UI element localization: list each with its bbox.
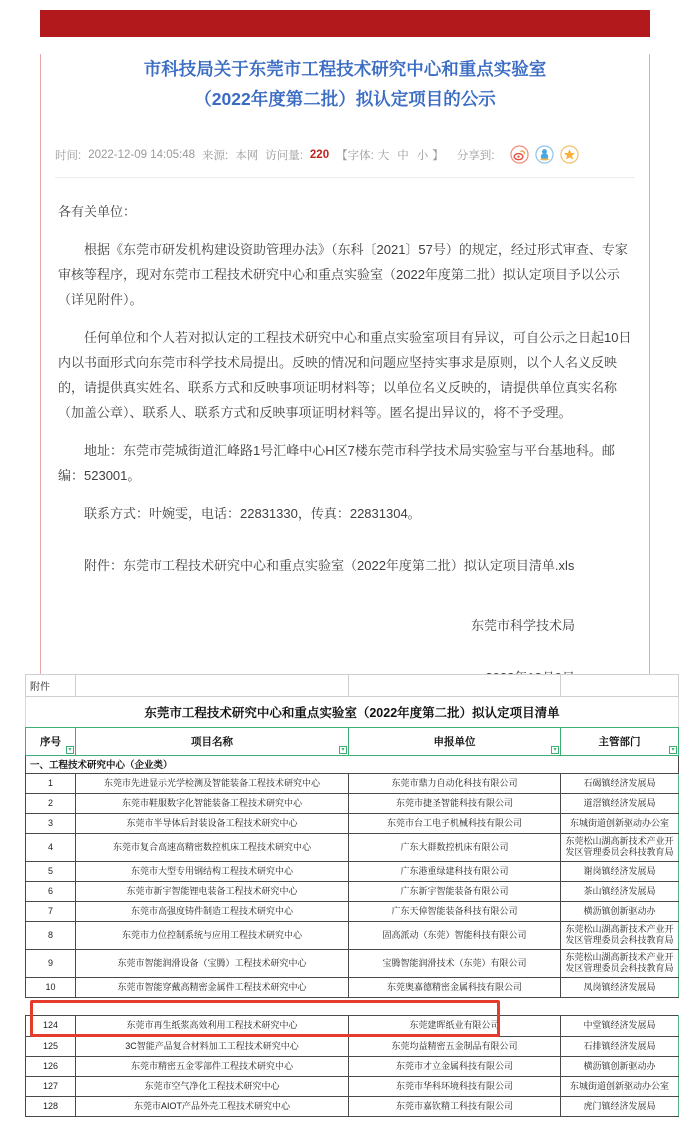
cell-department: 东城街道创新驱动办公室 xyxy=(561,813,679,833)
table-row xyxy=(26,1056,679,1076)
cell-no: 127 xyxy=(26,1076,76,1096)
table-row xyxy=(26,1076,679,1096)
cell-applicant: 东莞均益精密五金制品有限公司 xyxy=(349,1036,561,1056)
header-project-label: 项目名称 xyxy=(191,735,233,748)
sheet-top-grid xyxy=(25,674,679,727)
cell-no: 3 xyxy=(26,813,76,833)
cell-department: 茶山镇经济发展局 xyxy=(561,881,679,901)
cell-project: 东莞市大型专用钢结构工程技术研究中心 xyxy=(76,861,349,881)
header-applicant xyxy=(349,727,561,755)
meta-time-value: 2022-12-09 14:05:48 xyxy=(88,148,195,161)
cell-department: 虎门镇经济发展局 xyxy=(561,1096,679,1116)
attachment-link[interactable]: 附件：东莞市工程技术研究中心和重点实验室（2022年度第二批）拟认定项目清单.xls xyxy=(84,558,575,573)
cell-project: 东莞市空气净化工程技术研究中心 xyxy=(76,1076,349,1096)
table-row-highlighted xyxy=(26,1015,679,1036)
cell-department: 东城街道创新驱动办公室 xyxy=(561,1076,679,1096)
announcement-article xyxy=(40,10,650,688)
visits-count: 220 xyxy=(309,148,330,161)
cell-applicant: 东莞市华科环境科技有限公司 xyxy=(349,1076,561,1096)
font-size-medium-button[interactable]: 中 xyxy=(397,149,409,162)
section-row xyxy=(26,755,679,773)
cell-project: 东莞市先进显示光学检测及智能装备工程技术研究中心 xyxy=(76,773,349,793)
font-size-suffix: 】 xyxy=(432,149,444,162)
sheet-corner-row xyxy=(26,675,679,697)
cell-department: 中堂镇经济发展局 xyxy=(561,1015,679,1036)
cell-no: 5 xyxy=(26,861,76,881)
table-title: 东莞市工程技术研究中心和重点实验室（2022年度第二批）拟认定项目清单 xyxy=(26,697,679,727)
filter-dropdown-icon[interactable]: ▾ xyxy=(66,746,74,754)
page-title-line2: （2022年度第二批）拟认定项目的公示 xyxy=(194,89,496,109)
paragraph-address: 地址：东莞市莞城街道汇峰路1号汇峰中心H区7楼东莞市科学技术局实验室与平台基地科。邮编：523001。 xyxy=(58,443,615,483)
cell-applicant: 东莞建晖纸业有限公司 xyxy=(349,1015,561,1036)
table-row xyxy=(26,1036,679,1056)
section-title: 一、工程技术研究中心（企业类） xyxy=(26,755,679,773)
cell-no: 2 xyxy=(26,793,76,813)
cell-no: 7 xyxy=(26,901,76,921)
cell-applicant: 广东港重绿建科技有限公司 xyxy=(349,861,561,881)
cell-no: 1 xyxy=(26,773,76,793)
article-box xyxy=(40,54,650,688)
cell-no: 8 xyxy=(26,921,76,949)
paragraph-contact: 联系方式：叶婉雯，电话：22831330，传真：22831304。 xyxy=(84,506,421,521)
cell-no: 6 xyxy=(26,881,76,901)
cell-no: 4 xyxy=(26,833,76,861)
cell-applicant: 广东大群数控机床有限公司 xyxy=(349,833,561,861)
header-department-label: 主管部门 xyxy=(598,735,641,748)
table-row xyxy=(26,881,679,901)
cell-project: 东莞市高强度铸件制造工程技术研究中心 xyxy=(76,901,349,921)
cell-no: 10 xyxy=(26,977,76,997)
cell-applicant: 东莞市鼎力自动化科技有限公司 xyxy=(349,773,561,793)
cell-no: 128 xyxy=(26,1096,76,1116)
sheet-corner-label: 附件 xyxy=(26,675,76,697)
cell-project: 东莞市复合高速高精密数控机床工程技术研究中心 xyxy=(76,833,349,861)
page-title-line1: 市科技局关于东莞市工程技术研究中心和重点实验室 xyxy=(143,59,547,79)
table-row xyxy=(26,813,679,833)
table-title-row xyxy=(26,697,679,727)
cell-department: 东莞松山湖高新技术产业开发区管理委员会科技教育局 xyxy=(561,921,679,949)
cell-no: 126 xyxy=(26,1056,76,1076)
header-no-label: 序号 xyxy=(40,735,61,748)
cell-project: 东莞市半导体后封装设备工程技术研究中心 xyxy=(76,813,349,833)
filter-dropdown-icon[interactable]: ▾ xyxy=(669,746,677,754)
cell-applicant: 固高派动（东莞）智能科技有限公司 xyxy=(349,921,561,949)
cell-project: 3C智能产品复合材料加工工程技术研究中心 xyxy=(76,1036,349,1056)
cell-project: 东莞市力位控制系统与应用工程技术研究中心 xyxy=(76,921,349,949)
article-meta-bar xyxy=(55,145,635,178)
cell-project: 东莞市AIOT产品外壳工程技术研究中心 xyxy=(76,1096,349,1116)
salutation: 各有关单位： xyxy=(58,204,137,219)
paragraph-objection: 任何单位和个人若对拟认定的工程技术研究中心和重点实验室项目有异议，可自公示之日起10日内以书面形式向东莞市科学技术局提出。反映的情况和问题应坚持实事求是原则，以个人名义反映的，请提供真实姓名、联系方式和反映事项证明材料等；以单位名义反映的，请提供单位真实名称（加盖公章）、联系人、联系方式和反映事项证明材料等。匿名提出异议的，将不予受理。 xyxy=(58,330,632,420)
meta-visits-label: 访问量: xyxy=(265,149,303,162)
meta-time-label: 时间: xyxy=(55,149,82,162)
favorite-star-icon[interactable] xyxy=(560,145,579,164)
table-row xyxy=(26,901,679,921)
font-size-large-button[interactable]: 大 xyxy=(377,149,390,162)
header-applicant-label: 申报单位 xyxy=(433,735,476,748)
page-title xyxy=(67,54,623,114)
cell-applicant: 广东天倬智能装备科技有限公司 xyxy=(349,901,561,921)
header-project xyxy=(76,727,349,755)
qq-icon[interactable] xyxy=(535,145,554,164)
cell-department: 石排镇经济发展局 xyxy=(561,1036,679,1056)
cell-department: 横沥镇创新驱动办 xyxy=(561,1056,679,1076)
header-no xyxy=(26,727,76,755)
table-header-row xyxy=(26,727,679,755)
share-icon-group xyxy=(504,145,579,164)
cell-no: 125 xyxy=(26,1036,76,1056)
cell-department: 凤岗镇经济发展局 xyxy=(561,977,679,997)
cell-applicant: 东莞市才立金属科技有限公司 xyxy=(349,1056,561,1076)
header-department xyxy=(561,727,679,755)
table-row xyxy=(26,1096,679,1116)
font-size-prefix: 【字体: xyxy=(336,149,374,162)
cell-applicant: 宝腾智能润滑技术（东莞）有限公司 xyxy=(349,949,561,977)
table-row xyxy=(26,793,679,813)
table-row xyxy=(26,949,679,977)
empty-cell xyxy=(76,675,349,697)
cell-applicant: 东莞市台工电子机械科技有限公司 xyxy=(349,813,561,833)
cell-applicant: 东莞市嘉钦精工科技有限公司 xyxy=(349,1096,561,1116)
cell-project: 东莞市新宇智能锂电装备工程技术研究中心 xyxy=(76,881,349,901)
cell-project: 东莞市智能穿戴高精密金属件工程技术研究中心 xyxy=(76,977,349,997)
cell-project: 东莞市再生纸浆高效利用工程技术研究中心 xyxy=(76,1015,349,1036)
hidden-rows-gap xyxy=(26,997,679,1015)
table-row xyxy=(26,833,679,861)
font-size-small-button[interactable]: 小 xyxy=(416,149,429,162)
meta-source-value: 本网 xyxy=(235,149,259,162)
share-label: 分享到: xyxy=(456,149,495,162)
cell-department: 道滘镇经济发展局 xyxy=(561,793,679,813)
cell-applicant: 广东新宇智能装备有限公司 xyxy=(349,881,561,901)
article-body xyxy=(41,178,649,690)
cell-project: 东莞市智能润滑设备（宝腾）工程技术研究中心 xyxy=(76,949,349,977)
cell-department: 横沥镇创新驱动办 xyxy=(561,901,679,921)
top-red-banner xyxy=(40,10,650,37)
cell-applicant: 东莞奥嘉德精密金属科技有限公司 xyxy=(349,977,561,997)
cell-department: 石碣镇经济发展局 xyxy=(561,773,679,793)
meta-source-label: 来源: xyxy=(202,149,229,162)
issuer-name: 东莞市科学技术局 xyxy=(470,618,575,633)
gap-cell xyxy=(26,997,679,1015)
empty-cell xyxy=(561,675,679,697)
projects-table xyxy=(25,727,679,1117)
weibo-icon[interactable] xyxy=(510,145,529,164)
cell-project: 东莞市鞋服数字化智能装备工程技术研究中心 xyxy=(76,793,349,813)
table-row xyxy=(26,861,679,881)
cell-no: 124 xyxy=(26,1015,76,1036)
table-row xyxy=(26,977,679,997)
filter-dropdown-icon[interactable]: ▾ xyxy=(551,746,559,754)
cell-department: 东莞松山湖高新技术产业开发区管理委员会科技教育局 xyxy=(561,833,679,861)
cell-department: 谢岗镇经济发展局 xyxy=(561,861,679,881)
cell-applicant: 东莞市捷圣智能科技有限公司 xyxy=(349,793,561,813)
attachment-spreadsheet xyxy=(0,674,691,1117)
cell-project: 东莞市精密五金零部件工程技术研究中心 xyxy=(76,1056,349,1076)
paragraph-basis: 根据《东莞市研发机构建设资助管理办法》（东科〔2021〕57号）的规定，经过形式审查、专家审核等程序，现对东莞市工程技术研究中心和重点实验室（2022年度第二批）拟认定项目予以公示（详见附件）。 xyxy=(58,242,628,307)
table-row xyxy=(26,773,679,793)
table-row xyxy=(26,921,679,949)
filter-dropdown-icon[interactable]: ▾ xyxy=(339,746,347,754)
empty-cell xyxy=(349,675,561,697)
cell-department: 东莞松山湖高新技术产业开发区管理委员会科技教育局 xyxy=(561,949,679,977)
cell-no: 9 xyxy=(26,949,76,977)
